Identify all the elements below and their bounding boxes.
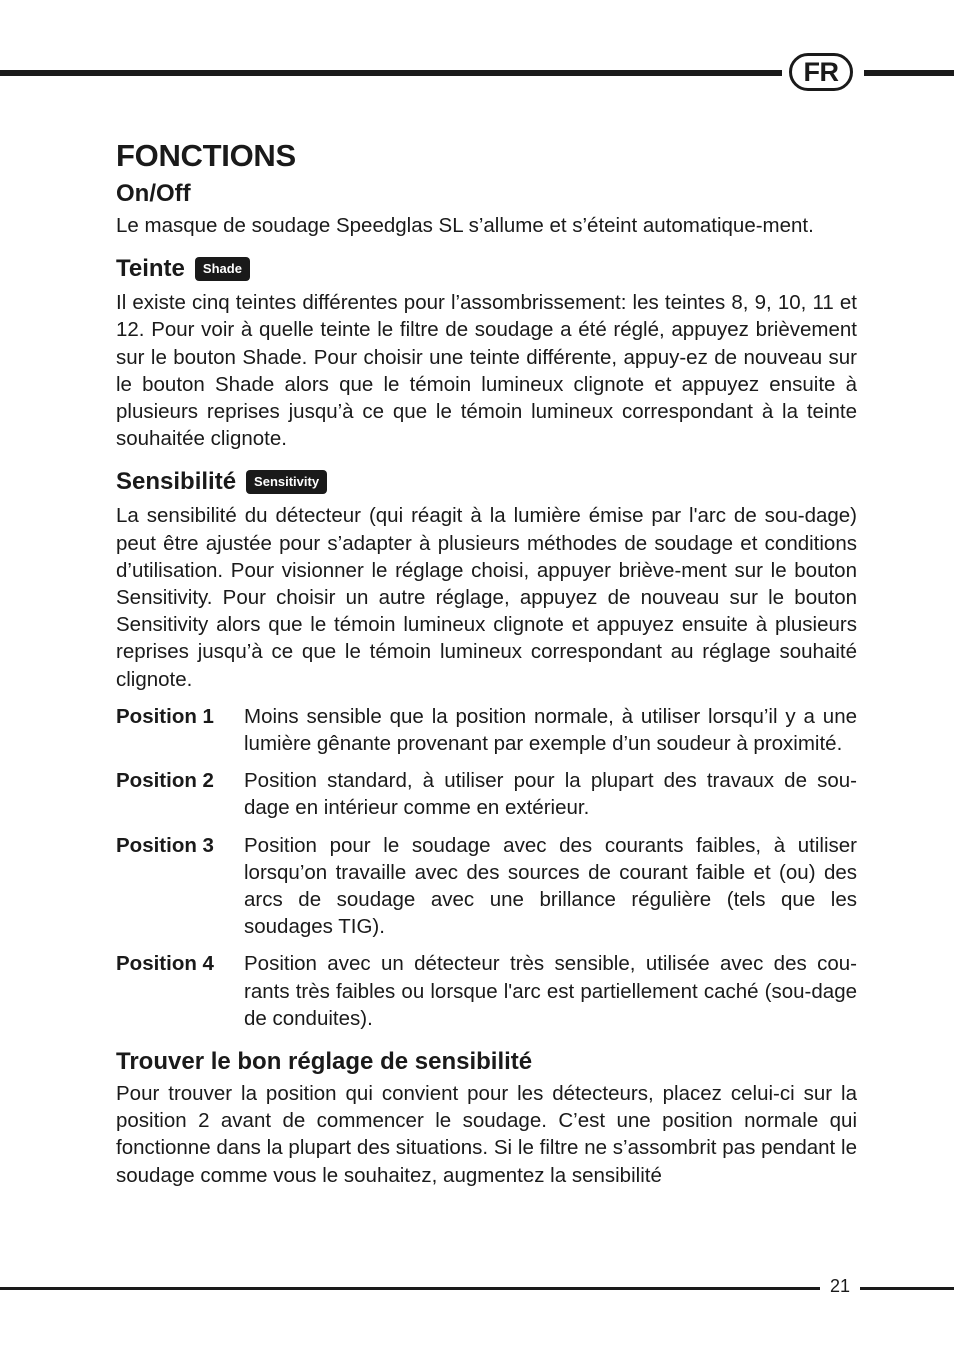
teinte-heading: [116, 253, 857, 285]
shade-button-label: Shade: [195, 257, 250, 281]
position-description: Position standard, à utiliser pour la plupart des travaux de sou-dage en intérieur comme en extérieur.: [244, 769, 857, 820]
sensibilite-heading-text: Sensibilité: [116, 468, 237, 496]
page-title: FONCTIONS: [116, 138, 296, 173]
sensitivity-button-label: Sensitivity: [246, 470, 327, 494]
position-label: Position 4: [116, 952, 214, 976]
header-rule-left: [0, 70, 782, 76]
footer-rule-right: [860, 1287, 954, 1290]
sensibilite-paragraph: La sensibilité du détecteur (qui réagit à la lumière émise par l'arc de sou-dage) peut être ajustée pour s’adapter à plusieurs méthodes de soudage et conditions d’utilisation. Pour visionner le réglage choisi, appuyer briève-ment sur le bouton Sensitivity. Pour choisir un autre réglage, appuyez de nouveau sur le bouton Sensitivity alors que le témoin lumineux clignote et appuyez ensuite à plusieurs reprises jusqu’à ce que le témoin lumineux correspondant au réglage souhaité clignote.: [116, 504, 857, 691]
position-row: [116, 950, 857, 1032]
onoff-paragraph: Le masque de soudage Speedglas SL s’allume et s’éteint automatique-ment.: [116, 214, 814, 237]
position-row: [116, 767, 857, 821]
position-description: Moins sensible que la position normale, à utiliser lorsqu’il y a une lumière gênante provenant par exemple d’un soudeur à proximité.: [244, 704, 857, 756]
footer-rule-left: [0, 1287, 820, 1290]
position-row: [116, 703, 857, 757]
page-number: 21: [829, 1276, 851, 1296]
trouver-paragraph: Pour trouver la position qui convient pour les détecteurs, placez celui-ci sur la position 2 avant de commencer le soudage. C’est une position normale qui fonctionne dans la plupart des situations. Si le filtre ne s’assombrit pas pendant le soudage comme vous le souhaitez, augmentez la sensibilité: [116, 1082, 857, 1187]
teinte-heading-text: Teinte: [116, 255, 185, 283]
teinte-paragraph: Il existe cinq teintes différentes pour l’assombrissement: les teintes 8, 9, 10, 11 et 12. Pour voir à quelle teinte le filtre de soudage a été réglé, appuyez brièvement sur le bouton Shade. Pour choisir une teinte différente, appuy-ez de nouveau sur le bouton Shade alors que le témoin lumineux clignote et appuyez ensuite à plusieurs reprises jusqu’à ce que le témoin lumineux correspondant à la teinte souhaitée clignote.: [116, 291, 857, 451]
position-row: [116, 832, 857, 941]
position-description: Position pour le soudage avec des courants faibles, à utiliser lorsqu’on travaille avec des sources de courant faible et (ou) des arcs de soudage avec une brillance régulière (tels que les soudages TIG).: [244, 833, 857, 939]
page-content: [116, 136, 857, 1189]
position-label: Position 3: [116, 833, 214, 857]
language-badge: FR: [789, 53, 853, 91]
position-label: Position 1: [116, 704, 214, 728]
position-label: Position 2: [116, 769, 214, 793]
onoff-heading: On/Off: [116, 180, 191, 207]
trouver-heading: Trouver le bon réglage de sensibilité: [116, 1048, 533, 1076]
sensibilite-heading: [116, 466, 857, 498]
header-rule-right: [864, 70, 954, 76]
position-description: Position avec un détecteur très sensible, utilisée avec des cou-rants très faibles ou lorsque l'arc est partiellement caché (sou-dage de conduites).: [244, 952, 857, 1030]
